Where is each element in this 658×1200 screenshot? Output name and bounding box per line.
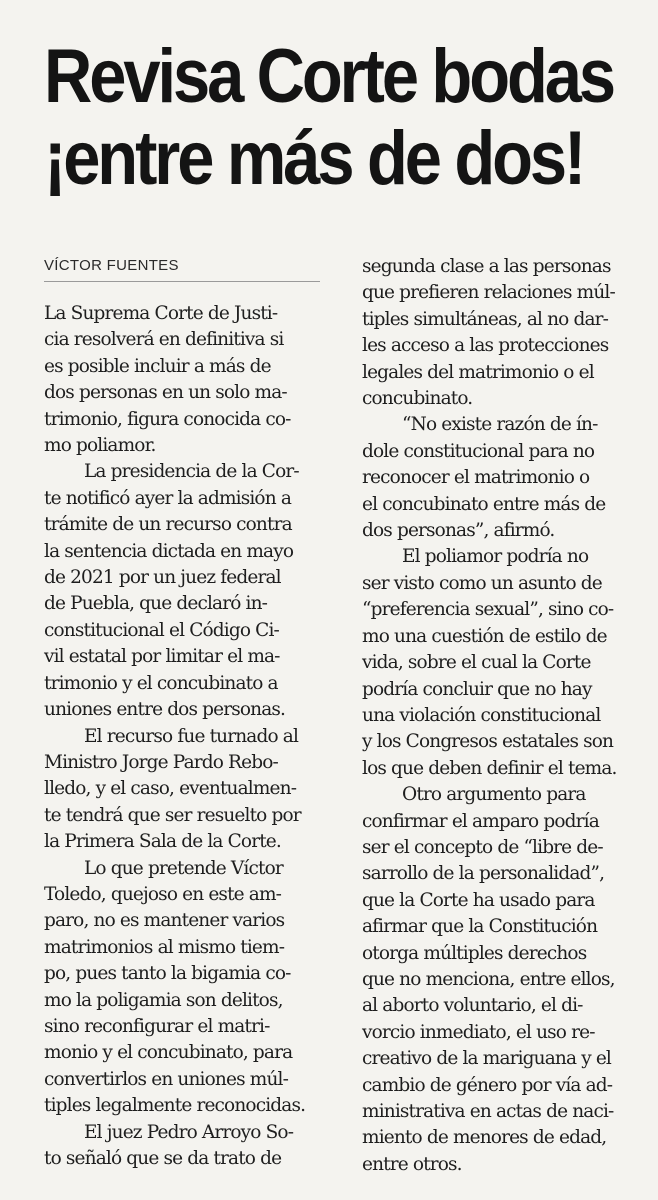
body-line: ser el concepto de “libre de-: [362, 836, 603, 858]
body-line: sarrollo de la personalidad”,: [362, 863, 605, 885]
body-line: segunda clase a las personas: [362, 256, 611, 277]
body-line: “No existe razón de ín-: [402, 414, 598, 436]
body-line: uniones entre dos personas.: [44, 699, 286, 721]
body-line: Toledo, quejoso en este am-: [44, 883, 282, 905]
body-line: to señaló que se da trato de: [44, 1148, 282, 1169]
body-line: constitucional el Código Ci-: [44, 619, 279, 641]
body-line: tiples legalmente reconocidas.: [44, 1095, 306, 1117]
body-line: po, pues tanto la bigamia co-: [44, 963, 291, 985]
body-line: paro, no es mantener varios: [44, 910, 285, 932]
body-line: cambio de género por vía ad-: [362, 1074, 613, 1096]
headline-line-1: Revisa Corte bodas: [44, 34, 613, 119]
byline: VÍCTOR FUENTES: [44, 257, 179, 274]
body-line: de Puebla, que declaró in-: [44, 593, 268, 615]
headline-line-2: ¡entre más de dos!: [44, 116, 584, 201]
body-line: El poliamor podría no: [402, 546, 589, 568]
body-line: El juez Pedro Arroyo So-: [84, 1121, 294, 1143]
body-line: La Suprema Corte de Justi-: [44, 303, 278, 324]
body-line: te notificó ayer la admisión a: [44, 487, 291, 509]
body-line: que prefieren relaciones múl-: [362, 282, 615, 304]
byline-divider: [44, 281, 320, 282]
body-line: reconocer el matrimonio o: [362, 467, 590, 489]
body-line: creativo de la mariguana y el: [362, 1048, 611, 1070]
body-line: El recurso fue turnado al: [84, 725, 299, 747]
left-column: [44, 301, 324, 1172]
body-line: de 2021 por un juez federal: [44, 567, 281, 589]
body-line: trimonio y el concubinato a: [44, 672, 278, 694]
body-line: mo poliamor.: [44, 435, 156, 457]
body-line: dos personas”, afirmó.: [362, 520, 555, 542]
body-line: que la Corte ha usado para: [362, 889, 595, 911]
body-line: Otro argumento para: [402, 784, 586, 806]
right-column: [362, 254, 644, 1178]
body-line: el concubinato entre más de: [362, 493, 606, 515]
body-line: La presidencia de la Cor-: [84, 461, 299, 483]
body-line: matrimonios al mismo tiem-: [44, 936, 285, 958]
body-line: que no menciona, entre ellos,: [362, 968, 615, 990]
body-line: vida, sobre el cual la Corte: [362, 652, 591, 674]
body-line: otorga múltiples derechos: [362, 942, 587, 964]
body-line: cia resolverá en definitiva si: [44, 329, 284, 351]
body-line: “preferencia sexual”, sino co-: [362, 599, 614, 621]
body-line: convertirlos en uniones múl-: [44, 1068, 288, 1090]
body-line: ser visto como un asunto de: [362, 572, 602, 594]
body-line: podría concluir que no hay: [362, 678, 592, 700]
body-line: vorcio inmediato, el uso re-: [362, 1021, 595, 1043]
body-line: Lo que pretende Víctor: [84, 857, 283, 879]
body-line: mo la poligamia son delitos,: [44, 989, 283, 1011]
body-line: dos personas en un solo ma-: [44, 382, 287, 404]
body-line: entre otros.: [362, 1153, 462, 1175]
body-line: les acceso a las protecciones: [362, 335, 609, 357]
body-line: mo una cuestión de estilo de: [362, 625, 607, 647]
body-line: ministrativa en actas de naci-: [362, 1101, 614, 1122]
body-line: miento de menores de edad,: [362, 1127, 607, 1149]
headline: [44, 34, 613, 201]
body-line: monio y el concubinato, para: [44, 1042, 293, 1064]
body-line: Ministro Jorge Pardo Rebo-: [44, 751, 278, 773]
body-line: una violación constitucional: [362, 704, 601, 726]
body-line: tiples simultáneas, al no dar-: [362, 308, 609, 330]
body-line: trámite de un recurso contra: [44, 514, 292, 536]
body-line: concubinato.: [362, 388, 473, 410]
body-line: la sentencia dictada en mayo: [44, 540, 294, 562]
body-line: sino reconfigurar el matri-: [44, 1015, 270, 1037]
body-line: y los Congresos estatales son: [362, 731, 614, 753]
body-line: la Primera Sala de la Corte.: [44, 831, 281, 853]
body-line: afirmar que la Constitución: [362, 916, 598, 938]
body-line: te tendrá que ser resuelto por: [44, 804, 301, 826]
body-line: legales del matrimonio o el: [362, 361, 594, 383]
body-line: vil estatal por limitar el ma-: [44, 646, 280, 668]
body-line: es posible incluir a más de: [44, 355, 271, 377]
body-line: los que deben definir el tema.: [362, 757, 617, 779]
body-line: al aborto voluntario, el di-: [362, 995, 583, 1017]
body-line: confirmar el amparo podría: [362, 810, 599, 832]
body-line: lledo, y el caso, eventualmen-: [44, 778, 297, 800]
body-line: trimonio, figura conocida co-: [44, 408, 291, 430]
body-line: dole constitucional para no: [362, 440, 595, 462]
